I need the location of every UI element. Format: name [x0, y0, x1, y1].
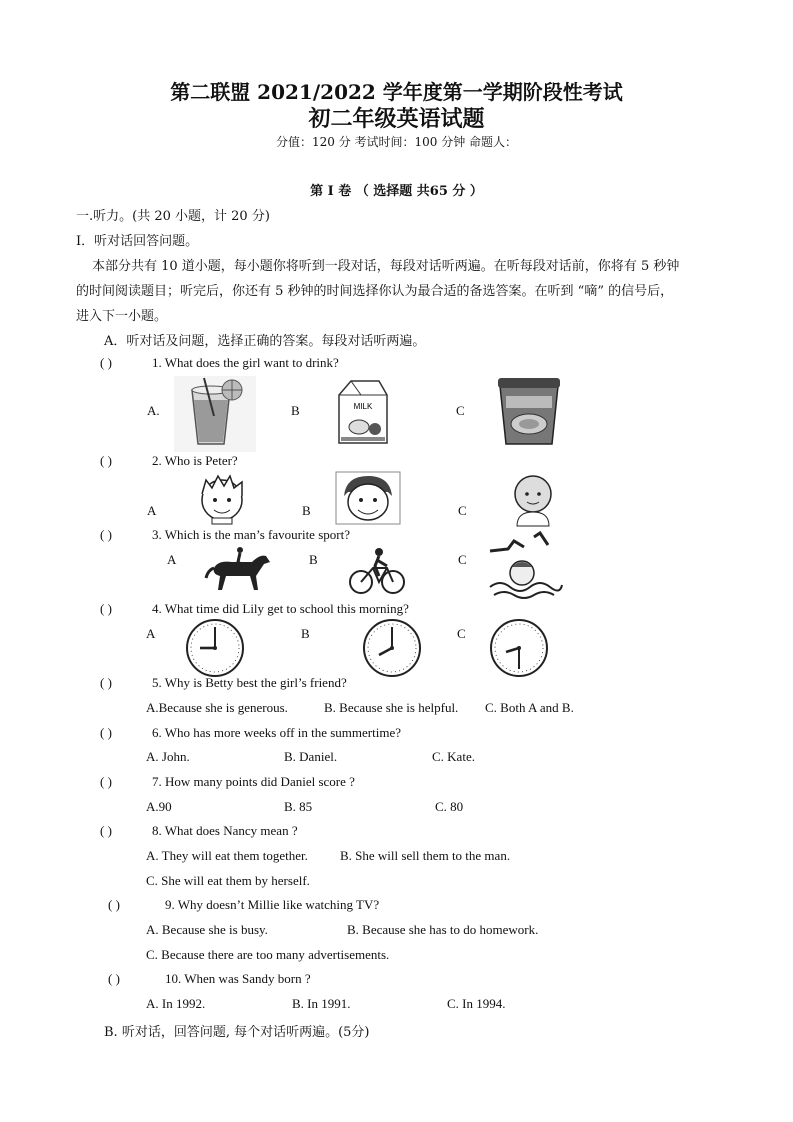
option-a: A.Because she is generous.: [146, 700, 288, 715]
question-2: 2. Who is Peter?: [152, 453, 238, 468]
option-label: A: [146, 626, 156, 641]
option-b: B. Daniel.: [284, 749, 338, 764]
option-a: A. Because she is busy.: [146, 922, 268, 937]
answer-bracket: ( ): [100, 527, 112, 542]
option-b: B. In 1991.: [292, 996, 351, 1011]
option-c: C. Kate.: [432, 749, 475, 764]
answer-bracket: ( ): [100, 675, 112, 690]
instructions-line-2: 的时间阅读题目；听完后，你还有 5 秒钟的时间选择你认为最合适的备选答案。在听到 “嘀” 的信号后，: [76, 284, 674, 299]
boy-smiling-icon: [336, 472, 400, 524]
bald-boy-icon: [507, 472, 559, 528]
boy-messy-hair-icon: [190, 472, 254, 524]
part-one-title: 一.听力。(共 20 小题，计 20 分): [76, 209, 270, 224]
horse-riding-icon: [204, 546, 274, 592]
option-c: C. In 1994.: [447, 996, 506, 1011]
option-label: A: [147, 503, 157, 518]
answer-bracket: ( ): [100, 453, 112, 468]
option-a: A. They will eat them together.: [146, 848, 308, 863]
milk-label: MILK: [353, 402, 373, 411]
option-label: B: [301, 626, 310, 641]
option-label: C: [457, 626, 466, 641]
option-label: A: [167, 552, 177, 567]
exam-subtitle: 初二年级英语试题: [308, 106, 485, 132]
answer-bracket: ( ): [100, 355, 112, 370]
part-a-title: A．听对话及问题，选择正确的答案。每段对话听两遍。: [104, 334, 426, 349]
instructions-line-3: 进入下一小题。: [76, 309, 168, 324]
answer-bracket: ( ): [100, 725, 112, 740]
coffee-cup-icon: [496, 374, 562, 446]
answer-bracket: ( ): [100, 774, 112, 789]
part-b-title: B. 听对话，回答问题, 每个对话听两遍。(5分): [104, 1025, 370, 1040]
question-5: 5. Why is Betty best the girl’s friend?: [152, 675, 347, 690]
option-label: C: [458, 552, 467, 567]
option-label: B: [302, 503, 311, 518]
question-9: 9. Why doesn’t Millie like watching TV?: [165, 897, 380, 912]
answer-bracket: ( ): [108, 971, 120, 986]
answer-bracket: ( ): [108, 897, 120, 912]
option-label: C: [458, 503, 467, 518]
milk-carton-icon: [331, 377, 393, 445]
exam-title: 第二联盟 2021/2022 学年度第一学期阶段性考试: [170, 80, 623, 104]
question-3: 3. Which is the man’s favourite sport?: [152, 527, 350, 542]
clock-b-icon: [362, 618, 422, 678]
option-label: A.: [147, 403, 160, 418]
question-1: 1. What does the girl want to drink?: [152, 355, 339, 370]
answer-bracket: ( ): [100, 601, 112, 616]
volume-title: 第 I 卷 （ 选择题 共65 分 ）: [310, 184, 483, 199]
option-b: B. 85: [284, 799, 313, 814]
option-label: B: [291, 403, 300, 418]
question-4: 4. What time did Lily get to school this morning?: [152, 601, 409, 616]
option-b: B. Because she is helpful.: [324, 700, 459, 715]
orange-juice-icon: [174, 376, 256, 452]
exam-meta: 分值：120 分 考试时间：100 分钟 命题人：: [275, 135, 518, 149]
question-10: 10. When was Sandy born ?: [165, 971, 311, 986]
option-c: C. Because there are too many advertisements.: [146, 947, 390, 962]
clock-a-icon: [185, 618, 245, 678]
option-b: B. She will sell them to the man.: [340, 848, 511, 863]
cycling-icon: [349, 548, 405, 596]
question-7: 7. How many points did Daniel score ?: [152, 774, 355, 789]
option-label: C: [456, 403, 465, 418]
option-a: A.90: [146, 799, 172, 814]
swimming-icon: [488, 531, 562, 601]
option-a: A. In 1992.: [146, 996, 206, 1011]
option-c: C. She will eat them by herself.: [146, 873, 310, 888]
question-8: 8. What does Nancy mean ?: [152, 823, 298, 838]
option-c: C. 80: [435, 799, 464, 814]
question-6: 6. Who has more weeks off in the summertime?: [152, 725, 401, 740]
clock-c-icon: [489, 618, 549, 678]
option-b: B. Because she has to do homework.: [347, 922, 539, 937]
instructions-line-1: 本部分共有 10 道小题，每小题你将听到一段对话，每段对话听两遍。在听每段对话前，你将有 5 秒钟: [92, 259, 680, 274]
answer-bracket: ( ): [100, 823, 112, 838]
option-a: A. John.: [146, 749, 190, 764]
option-label: B: [309, 552, 318, 567]
section-i-title: Ⅰ．听对话回答问题。: [76, 234, 199, 249]
option-c: C. Both A and B.: [485, 700, 574, 715]
